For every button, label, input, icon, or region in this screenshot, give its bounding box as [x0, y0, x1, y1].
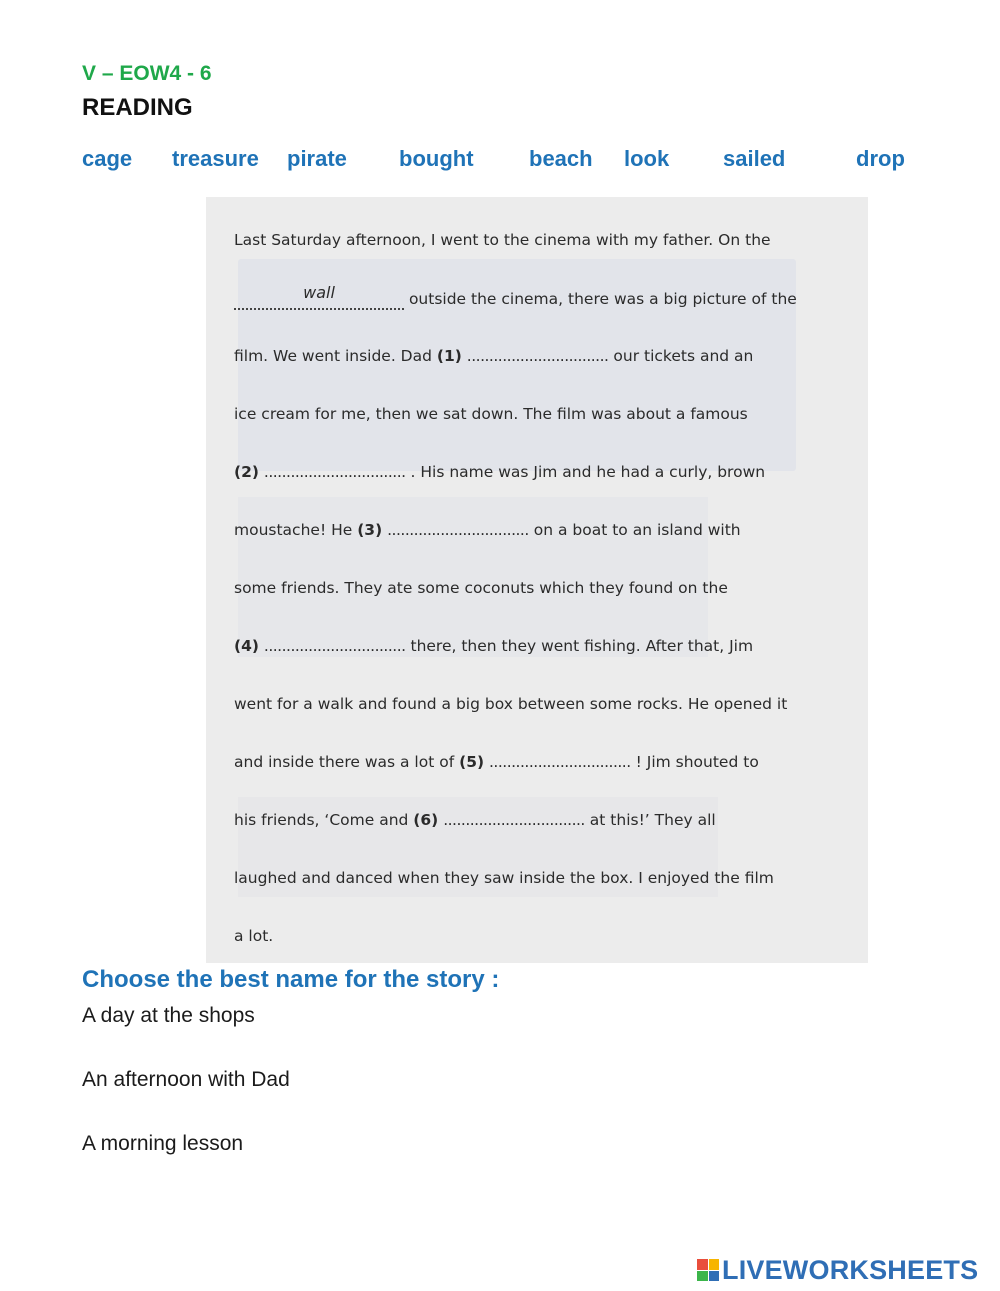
answer-blank-4[interactable]: ................................: [263, 637, 406, 655]
example-answer: wall: [303, 283, 335, 302]
answer-blank-2[interactable]: ................................: [263, 463, 406, 481]
scanned-passage: [206, 197, 868, 963]
gap-number: (4): [234, 637, 259, 655]
passage-line: Last Saturday afternoon, I went to the cinema with my father. On the: [234, 231, 771, 249]
worksheet-code: V – EOW4 - 6: [82, 62, 212, 85]
section-title: READING: [82, 94, 193, 121]
passage-line: a lot.: [234, 927, 274, 945]
word-bank-item[interactable]: bought: [399, 146, 474, 171]
gap-number: (2): [234, 463, 259, 481]
passage-line: his friends, ‘Come and (6) ................................ at this!’ They all: [234, 811, 716, 829]
passage-line: ice cream for me, then we sat down. The film was about a famous: [234, 405, 748, 423]
passage-line: (4) ................................ there, then they went fishing. After that, Jim: [234, 637, 754, 655]
passage-line: went for a walk and found a big box between some rocks. He opened it: [234, 695, 788, 713]
passage-line: moustache! He (3) ................................ on a boat to an island with: [234, 521, 741, 539]
gap-number: (1): [436, 347, 462, 365]
passage-line: (2) ................................ . His name was Jim and he had a curly, brown: [234, 463, 766, 481]
answer-blank-1[interactable]: ................................: [466, 347, 609, 365]
passage-line: some friends. They ate some coconuts which they found on the: [234, 579, 728, 597]
word-bank-item[interactable]: pirate: [287, 146, 347, 171]
brand-icon: [697, 1259, 719, 1281]
word-bank-item[interactable]: treasure: [172, 146, 259, 171]
question-prompt: Choose the best name for the story :: [82, 966, 500, 993]
brand-name: LIVEWORKSHEETS: [722, 1255, 979, 1285]
answer-blank-3[interactable]: ................................: [387, 521, 529, 539]
gap-number: (6): [413, 811, 439, 829]
word-bank-item[interactable]: sailed: [723, 146, 786, 171]
answer-blank-6[interactable]: ................................: [443, 811, 585, 829]
passage-line: wall outside the cinema, there was a big picture of the: [234, 289, 797, 308]
word-bank-item[interactable]: drop: [856, 146, 905, 171]
gap-number: (5): [459, 753, 485, 771]
example-blank: [234, 283, 404, 308]
passage-line: and inside there was a lot of (5) ................................ ! Jim shouted to: [234, 753, 759, 771]
answer-option[interactable]: A morning lesson: [82, 1132, 244, 1155]
passage-line: film. We went inside. Dad (1) ................................ our tickets and an: [234, 347, 754, 365]
passage-line: laughed and danced when they saw inside the box. I enjoyed the film: [234, 869, 774, 887]
word-bank-item[interactable]: cage: [82, 146, 133, 171]
word-bank-item[interactable]: look: [624, 146, 670, 171]
gap-number: (3): [357, 521, 383, 539]
liveworksheets-logo[interactable]: [697, 1255, 997, 1285]
answer-option[interactable]: An afternoon with Dad: [82, 1068, 290, 1091]
answer-blank-5[interactable]: ................................: [489, 753, 631, 771]
answer-option[interactable]: A day at the shops: [82, 1004, 255, 1027]
word-bank-item[interactable]: beach: [529, 146, 593, 171]
